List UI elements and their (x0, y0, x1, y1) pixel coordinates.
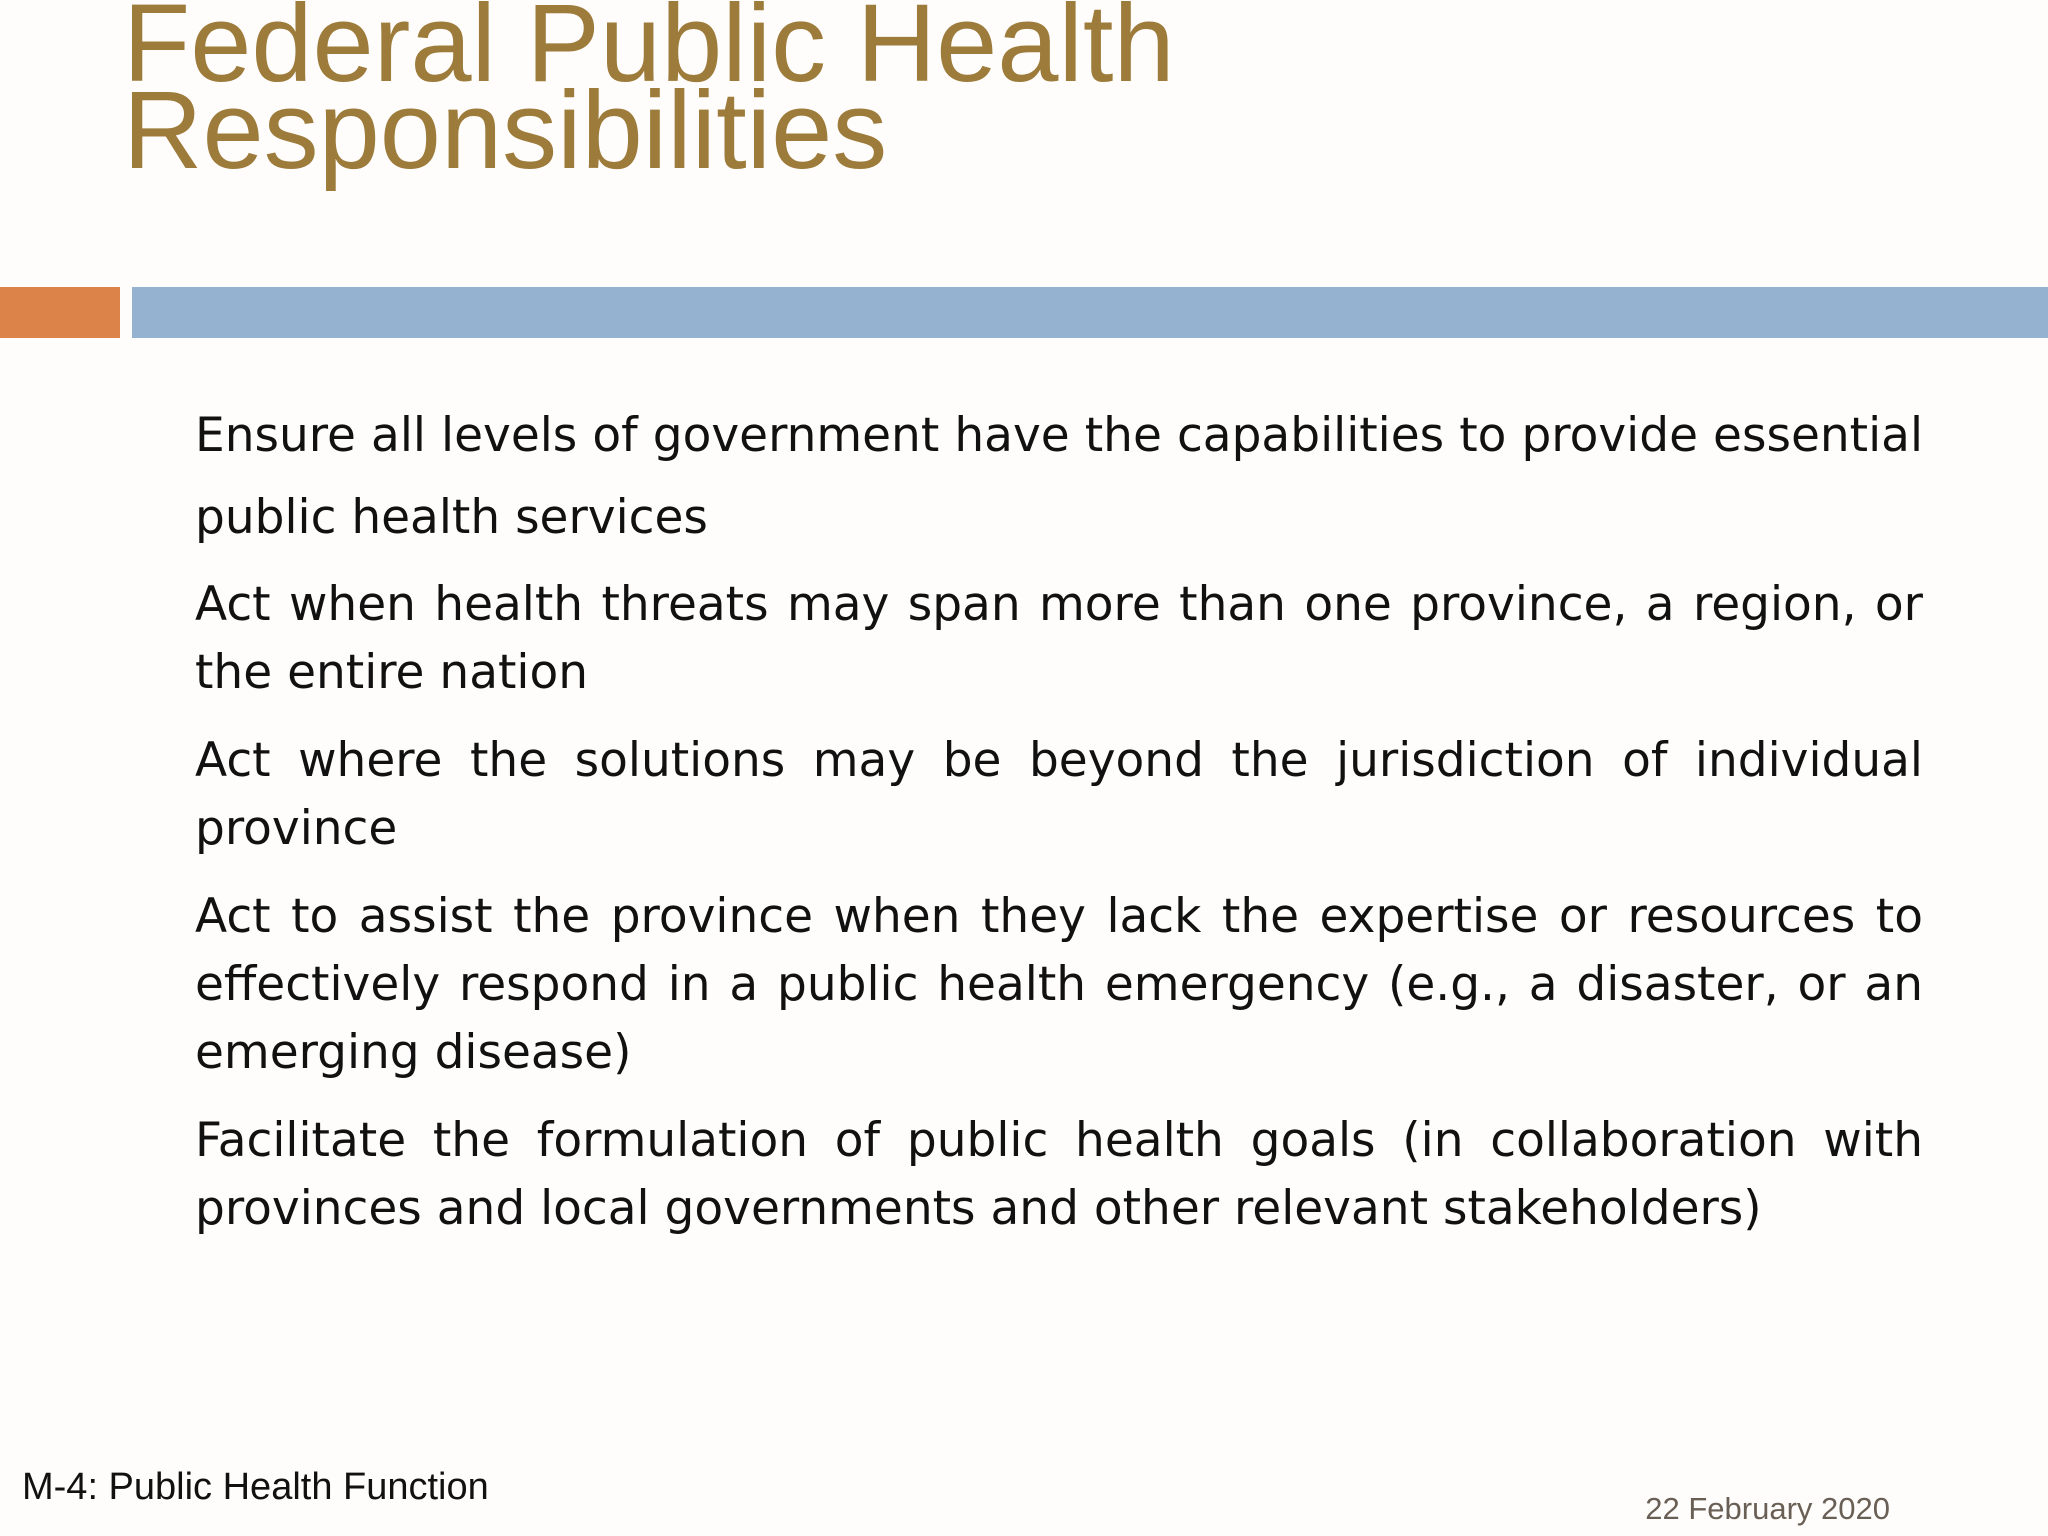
bullet-item: Act where the solutions may be beyond the jurisdiction of individual province (195, 733, 1923, 856)
bullet-item: Act when health threats may span more than one province, a region, or the entire nation (195, 577, 1923, 700)
bullet-item: Facilitate the formulation of public health goals (in collaboration with provinces and local governments and other relevant stakeholders) (195, 1113, 1923, 1236)
bullet-list (195, 395, 1923, 1263)
slide-title (123, 0, 1623, 192)
slide-title-line-1: Federal Public Health (123, 0, 1175, 105)
bullet-item: Ensure all levels of government have the capabilities to provide essential public health services (195, 408, 1923, 545)
footer-date: 22 February 2020 (1645, 1491, 1890, 1526)
accent-bar-blue (132, 287, 2048, 338)
slide-title-line-2: Responsibilities (123, 69, 888, 192)
bullet-item: Act to assist the province when they lack the expertise or resources to effectively respond in a public health emergency (e.g., a disaster, or an emerging disease) (195, 889, 1923, 1080)
accent-bar-orange (0, 287, 120, 338)
footer-module-label: M-4: Public Health Function (22, 1466, 489, 1508)
